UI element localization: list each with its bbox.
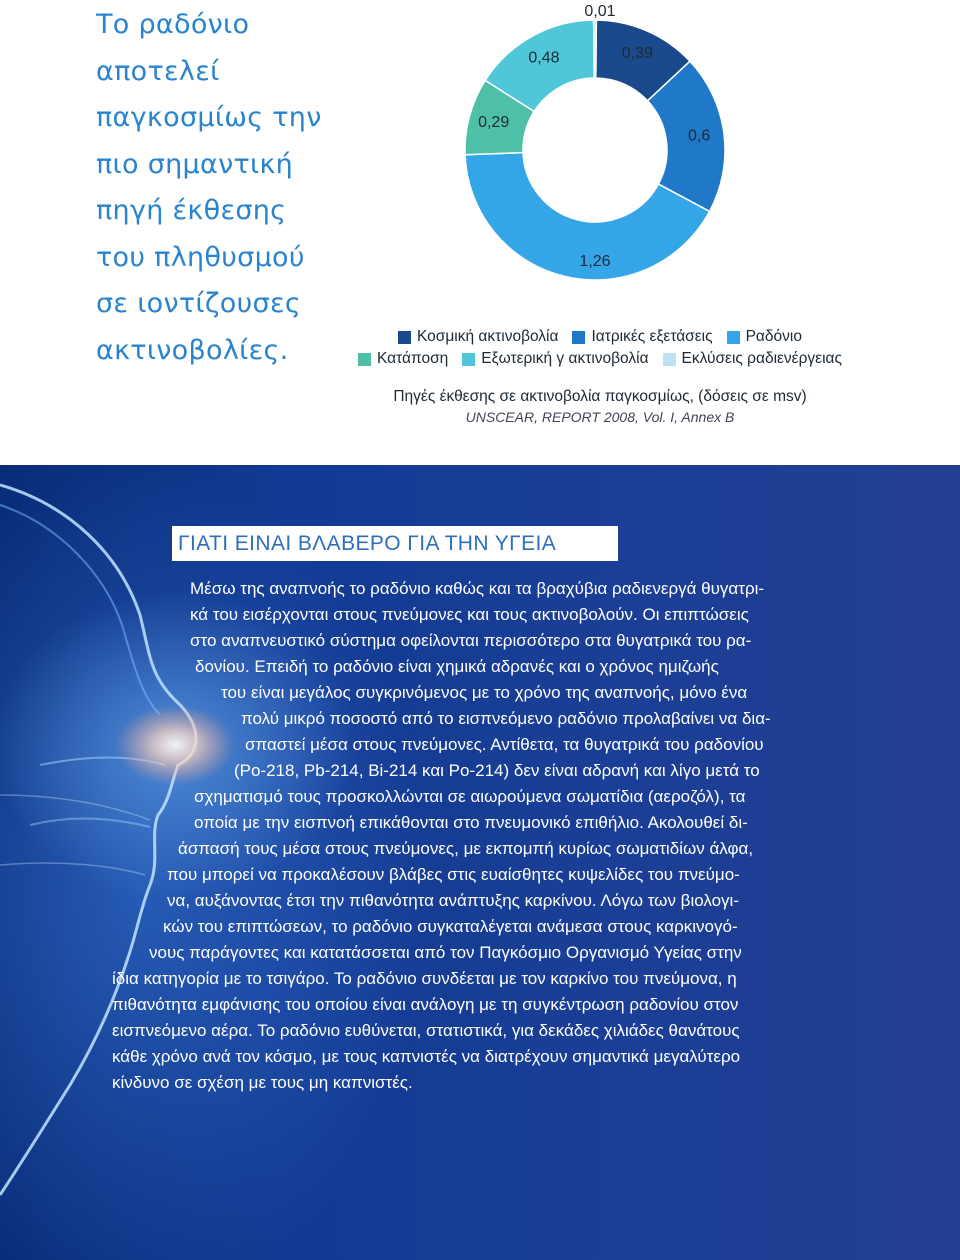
paragraph-line: κίνδυνο σε σχέση με τους μη καπνιστές. — [112, 1073, 413, 1092]
paragraph-line: πιθανότητα εμφάνισης του οποίου είναι ανάλογη με τη συγκέντρωση ραδονίου στον — [112, 995, 739, 1014]
paragraph-line: πολύ μικρό ποσοστό από το εισπνεόμενο ραδόνιο προλαβαίνει να δια- — [241, 709, 771, 728]
legend-item — [572, 328, 712, 346]
slice-value-label: 0,6 — [687, 127, 711, 145]
legend-label: Κατάποση — [377, 350, 449, 367]
paragraph-line: νους παράγοντες και κατατάσσεται από τον Παγκόσμιο Οργανισμό Υγείας στην — [149, 943, 742, 962]
legend-label: Ραδόνιο — [745, 328, 802, 345]
paragraph-line: να, αυξάνοντας έτσι την πιθανότητα ανάπτυξης καρκίνου. Λόγω των βιολογι- — [167, 891, 739, 910]
headline-line: Το ραδόνιο — [96, 9, 250, 40]
legend-swatch — [462, 353, 475, 366]
headline-line: παγκοσμίως την — [96, 102, 322, 133]
paragraph-line: κών του επιπτώσεων, το ραδόνιο συγκαταλέγεται ανάμεσα στους καρκινογό- — [163, 917, 738, 936]
paragraph-line: εισπνεόμενο αέρα. Το ραδόνιο ευθύνεται, στατιστικά, για δεκάδες χιλιάδες θανάτους — [112, 1021, 740, 1040]
paragraph-line: άσπασή τους μέσα στους πνεύμονες, με εκπομπή κυρίως σωματιδίων άλφα, — [178, 839, 754, 858]
slice-value-label: 0,48 — [528, 49, 560, 67]
section-heading: ΓΙΑΤΙ ΕΙΝΑΙ ΒΛΑΒΕΡΟ ΓΙΑ ΤΗΝ ΥΓΕΙΑ — [178, 532, 557, 555]
paragraph-line: στο αναπνευστικό σύστημα οφείλονται περισσότερο στα θυγατρικά του ρα- — [190, 631, 752, 650]
paragraph-line: του είναι μεγάλος συγκρινόμενος με το χρόνο της αναπνοής, μόνο ένα — [221, 683, 748, 702]
chart-legend — [330, 326, 870, 370]
legend-swatch — [727, 331, 740, 344]
headline-line: σε ιοντίζουσες — [96, 288, 301, 319]
legend-item — [462, 350, 648, 368]
legend-label: Εξωτερική γ ακτινοβολία — [481, 350, 649, 367]
slice-value-label: 0,01 — [584, 3, 616, 21]
chart-caption — [340, 386, 860, 426]
legend-item — [727, 328, 802, 346]
chart-title: Πηγές έκθεσης σε ακτινοβολία παγκοσμίως, (δόσεις σε msv) — [393, 388, 807, 405]
paragraph-line: ίδια κατηγορία με το τσιγάρο. Το ραδόνιο συνδέεται με τον καρκίνο του πνεύμονα, η — [112, 969, 737, 988]
slice-value-label: 0,29 — [478, 113, 510, 131]
slice-value-label: 0,39 — [621, 45, 653, 63]
legend-item — [358, 350, 448, 368]
legend-swatch — [572, 331, 585, 344]
paragraph-line: δονίου. Επειδή το ραδόνιο είναι χημικά αδρανές και ο χρόνος ημιζωής — [195, 657, 719, 676]
slice-value-label: 1,26 — [579, 253, 611, 271]
headline-line: ακτινοβολίες. — [96, 334, 289, 366]
legend-label: Κοσμική ακτινοβολία — [417, 328, 559, 345]
legend-swatch — [398, 331, 411, 344]
legend-row — [330, 348, 870, 370]
paragraph-line: σπαστεί μέσα στους πνεύμονες. Αντίθετα, τα θυγατρικά του ραδονίου — [245, 735, 764, 754]
chart-source: UNSCEAR, REPORT 2008, Vol. I, Annex B — [465, 409, 735, 425]
legend-row — [330, 326, 870, 348]
top-section — [0, 0, 960, 465]
legend-label: Ιατρικές εξετάσεις — [591, 328, 713, 345]
legend-swatch — [358, 353, 371, 366]
legend-item — [663, 350, 842, 368]
paragraph-line: κά του εισέρχονται στους πνεύμονες και τους ακτινοβολούν. Οι επιπτώσεις — [190, 605, 749, 624]
donut-slice — [594, 20, 597, 78]
paragraph-line: οποία με την εισπνοή επικάθονται στο πνευμονικό επιθήλιο. Ακολουθεί δι- — [194, 813, 748, 832]
info-panel — [0, 465, 960, 1260]
headline-line: πιο σημαντική — [96, 148, 294, 180]
paragraph-line: (Po-218, Pb-214, Bi-214 και Po-214) δεν είναι αδρανή και λίγο μετά το — [234, 761, 760, 780]
donut-chart — [455, 0, 745, 300]
paragraph-line: Μέσω της αναπνοής το ραδόνιο καθώς και τα βραχύβια ραδιενεργά θυγατρι- — [190, 579, 765, 598]
headline-line: πηγή έκθεσης — [96, 195, 287, 226]
paragraph-line: σχηματισμό τους προσκολλώνται σε αιωρούμενα σωματίδια (αεροζόλ), τα — [194, 787, 746, 806]
headline-line: αποτελεί — [96, 55, 220, 87]
paragraph-line: που μπορεί να προκαλέσουν βλάβες στις ευαίσθητες κυψελίδες του πνεύμο- — [167, 865, 740, 884]
paragraph-line: κάθε χρόνο ανά τον κόσμο, με τους καπνιστές να διατρέχουν σημαντικά μεγαλύτερο — [112, 1047, 741, 1066]
headline — [96, 2, 426, 374]
legend-label: Εκλύσεις ραδιενέργειας — [681, 350, 842, 367]
legend-swatch — [663, 353, 676, 366]
legend-item — [398, 328, 558, 346]
headline-line: του πληθυσμού — [96, 241, 305, 273]
